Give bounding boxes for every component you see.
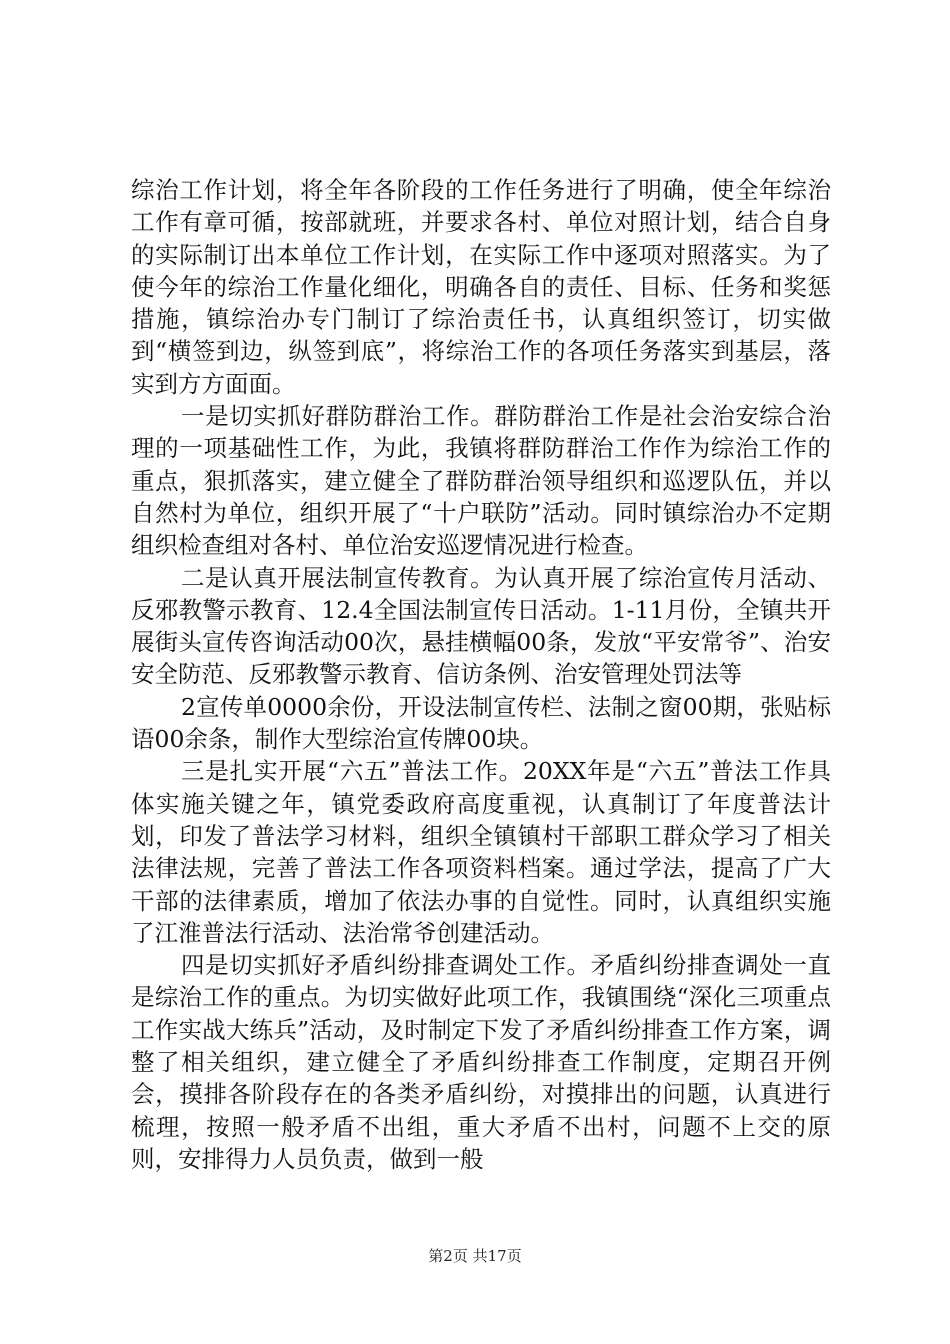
- paragraph-3: 二是认真开展法制宣传教育。为认真开展了综治宣传月活动、反邪教警示教育、12.4全国法制宣传日活动。1-11月份，全镇共开展街头宣传咨询活动00次，悬挂横幅00条，发放“平安常爷”、治安安全防范、反邪教警示教育、信访条例、治安管理处罚法等: [131, 563, 831, 689]
- paragraph-1: 综治工作计划，将全年各阶段的工作任务进行了明确，使全年综治工作有章可循，按部就班，并要求各村、单位对照计划，结合自身的实际制订出本单位工作计划，在实际工作中逐项对照落实。为了使今年的综治工作量化细化，明确各自的责任、目标、任务和奖惩措施，镇综治办专门制订了综治责任书，认真组织签订，切实做到“横签到边，纵签到底”，将综治工作的各项任务落实到基层，落实到方方面面。: [131, 176, 831, 398]
- paragraph-6: 四是切实抓好矛盾纠纷排查调处工作。矛盾纠纷排查调处一直是综治工作的重点。为切实做好此项工作，我镇围绕“深化三项重点工作实战大练兵”活动，及时制定下发了矛盾纠纷排查工作方案，调整了相关组织，建立健全了矛盾纠纷排查工作制度，定期召开例会，摸排各阶段存在的各类矛盾纠纷，对摸排出的问题，认真进行梳理，按照一般矛盾不出组，重大矛盾不出村，问题不上交的原则，安排得力人员负责，做到一般: [131, 951, 831, 1173]
- document-body: [131, 174, 831, 1175]
- paragraph-4: 2宣传单0000余份，开设法制宣传栏、法制之窗00期，张贴标语00余条，制作大型综治宣传牌00块。: [131, 692, 831, 754]
- paragraph-5: 三是扎实开展“六五”普法工作。20XX年是“六五”普法工作具体实施关键之年，镇党委政府高度重视，认真制订了年度普法计划，印发了普法学习材料，组织全镇镇村干部职工群众学习了相关法律法规，完善了普法工作各项资料档案。通过学法，提高了广大干部的法律素质，增加了依法办事的自觉性。同时，认真组织实施了江淮普法行活动、法治常爷创建活动。: [131, 757, 831, 947]
- paragraph-2: 一是切实抓好群防群治工作。群防群治工作是社会治安综合治理的一项基础性工作，为此，我镇将群防群治工作作为综治工作的重点，狠抓落实，建立健全了群防群治领导组织和巡逻队伍，并以自然村为单位，组织开展了“十户联防”活动。同时镇综治办不定期组织检查组对各村、单位治安巡逻情况进行检查。: [131, 402, 831, 560]
- page-footer: 第2页 共17页: [428, 1247, 522, 1265]
